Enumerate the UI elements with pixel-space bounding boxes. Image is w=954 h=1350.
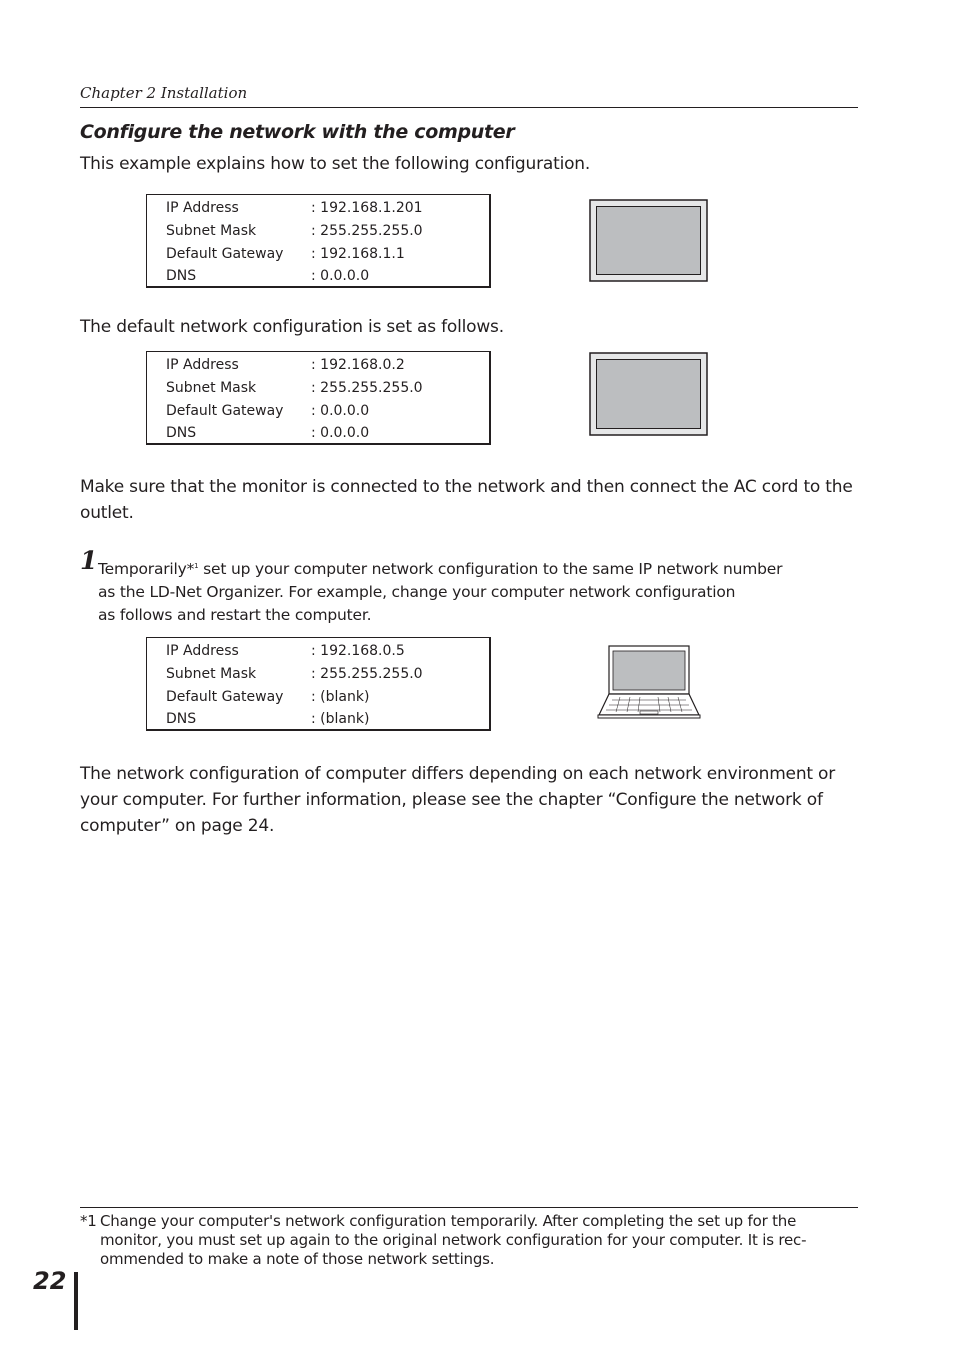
chapter-header: Chapter 2 Installation xyxy=(80,84,248,102)
step-line: set up your computer network configuration to the same IP network number xyxy=(198,560,783,578)
footnote-ref: 1 xyxy=(194,562,199,570)
config-value: : 255.255.255.0 xyxy=(311,380,423,396)
config-label: IP Address xyxy=(166,643,239,659)
footnote-rule xyxy=(80,1207,858,1208)
config-label: Subnet Mask xyxy=(166,223,257,239)
config-label: Default Gateway xyxy=(166,246,284,262)
config-value: : 192.168.0.2 xyxy=(311,357,405,373)
config-value: : 192.168.1.201 xyxy=(311,200,423,216)
default-config-box xyxy=(146,351,491,445)
step-1-text xyxy=(98,555,818,627)
config-value: : (blank) xyxy=(311,711,370,727)
config-label: Subnet Mask xyxy=(166,380,257,396)
step-line: as the LD-Net Organizer. For example, change your computer network configuration xyxy=(98,583,736,601)
config-label: DNS xyxy=(166,268,197,284)
config-label: Default Gateway xyxy=(166,403,284,419)
config-label: IP Address xyxy=(166,357,239,373)
config-value: : 192.168.0.5 xyxy=(311,643,405,659)
step-number: 1 xyxy=(80,546,98,575)
step-line: as follows and restart the computer. xyxy=(98,606,372,624)
footnote xyxy=(80,1212,850,1269)
config-label: IP Address xyxy=(166,200,239,216)
footnote-line: ommended to make a note of those network settings. xyxy=(100,1250,495,1268)
connect-note: Make sure that the monitor is connected to the network and then connect the AC cord to the outlet. xyxy=(80,477,853,523)
config-value: : 255.255.255.0 xyxy=(311,223,423,239)
step-lead: Temporarily* xyxy=(98,560,195,578)
config-value: : 0.0.0.0 xyxy=(311,268,370,284)
header-rule xyxy=(80,107,858,108)
closing-text: The network configuration of computer differs depending on each network environment or your computer. For further information, please see the chapter “Configure the network of computer” on page 24. xyxy=(80,764,836,836)
footnote-marker: *1 xyxy=(80,1212,97,1230)
config-label: DNS xyxy=(166,711,197,727)
section-title: Configure the network with the computer xyxy=(80,121,515,143)
config-label: Subnet Mask xyxy=(166,666,257,682)
config-value: : 0.0.0.0 xyxy=(311,425,370,441)
config-label: DNS xyxy=(166,425,197,441)
config-value: : 0.0.0.0 xyxy=(311,403,370,419)
monitor-icon xyxy=(589,199,709,283)
target-config-box xyxy=(146,194,491,288)
footnote-line: Change your computer's network configuration temporarily. After completing the set up for the xyxy=(100,1212,797,1230)
footnote-line: monitor, you must set up again to the original network configuration for your computer. It is rec- xyxy=(100,1231,807,1249)
config-value: : 255.255.255.0 xyxy=(311,666,423,682)
monitor-icon xyxy=(589,352,709,437)
config-value: : (blank) xyxy=(311,689,370,705)
config-label: Default Gateway xyxy=(166,689,284,705)
laptop-icon xyxy=(596,645,702,721)
config-value: : 192.168.1.1 xyxy=(311,246,405,262)
page-bar xyxy=(74,1272,78,1330)
intro-text: This example explains how to set the following configuration. xyxy=(80,154,591,174)
page-number: 22 xyxy=(33,1267,67,1295)
default-intro-text: The default network configuration is set as follows. xyxy=(80,317,504,337)
computer-config-box xyxy=(146,637,491,731)
